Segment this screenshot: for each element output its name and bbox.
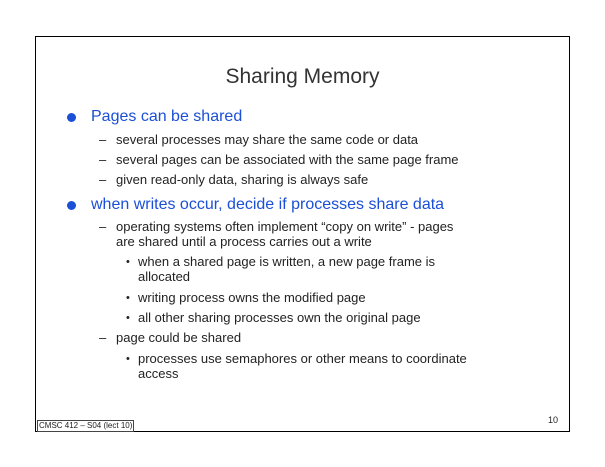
- bullet-2-1-1-dot: •: [126, 256, 130, 268]
- bullet-1-dot: [67, 113, 76, 122]
- bullet-2-2-1-dot: •: [126, 353, 130, 365]
- bullet-1-1-text: several processes may share the same code or data: [116, 132, 419, 147]
- bullet-2-1-1-line-2: allocated: [138, 269, 191, 284]
- bullet-2-2-text: page could be shared: [116, 330, 242, 345]
- bullet-2-1-2-text: writing process owns the modified page: [138, 290, 366, 305]
- bullet-2-1-1-line-1: when a shared page is written, a new page frame is: [138, 254, 436, 269]
- bullet-1-1-dash: –: [99, 132, 107, 147]
- bullet-1-3-text: given read-only data, sharing is always safe: [116, 172, 369, 187]
- bullet-2-2-1-line-2: access: [138, 366, 179, 381]
- bullet-2-2-1-line-1: processes use semaphores or other means to coordinate: [138, 351, 467, 366]
- slide-title: Sharing Memory: [225, 65, 380, 88]
- bullet-2-1-dash: –: [99, 219, 107, 234]
- bullet-1-3-dash: –: [99, 172, 107, 187]
- bullet-2-1-line-2: are shared until a process carries out a write: [116, 234, 372, 249]
- bullet-1-2-dash: –: [99, 152, 107, 167]
- footer-course-label: CMSC 412 – S04 (lect 10): [39, 421, 133, 430]
- bullet-2-1-2-dot: •: [126, 292, 130, 304]
- bullet-2-1-line-1: operating systems often implement “copy on write” - pages: [116, 219, 454, 234]
- bullet-2-2-dash: –: [99, 330, 107, 345]
- bullet-2-1-3-text: all other sharing processes own the original page: [138, 310, 421, 325]
- bullet-1-text: Pages can be shared: [91, 108, 243, 125]
- bullet-2-1-3-dot: •: [126, 312, 130, 324]
- bullet-1-2-text: several pages can be associated with the same page frame: [116, 152, 459, 167]
- page-number: 10: [548, 415, 559, 425]
- bullet-2-text: when writes occur, decide if processes share data: [91, 196, 445, 213]
- bullet-2-dot: [67, 201, 76, 210]
